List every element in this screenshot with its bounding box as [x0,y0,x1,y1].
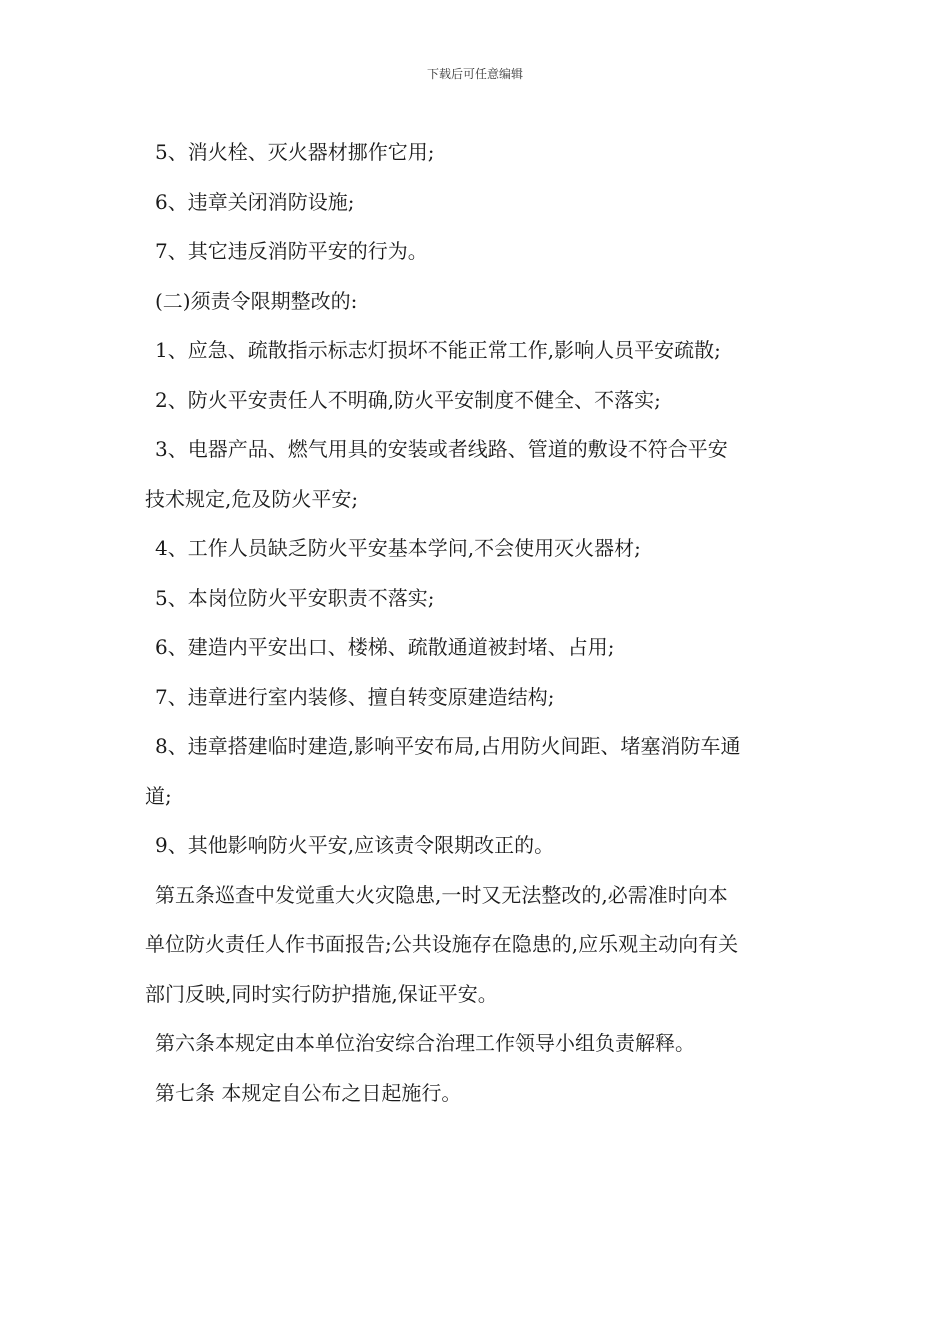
text-line: 技术规定,危及防火平安; [145,486,359,511]
page-header: 下载后可任意编辑 [426,67,523,81]
text-line: 单位防火责任人作书面报告;公共设施存在隐患的,应乐观主动向有关 [145,932,739,956]
text-line: 道; [145,783,172,808]
text-line: 5、本岗位防火平安职责不落实; [155,585,435,610]
text-line: 部门反映,同时实行防护措施,保证平安。 [145,981,498,1006]
text-line: 6、建造内平安出口、楼梯、疏散通道被封堵、占用; [155,635,615,659]
text-line: 8、违章搭建临时建造,影响平安布局,占用防火间距、堵塞消防车通 [155,734,741,758]
text-line: 9、其他影响防火平安,应该责令限期改正的。 [155,833,555,857]
text-line: 6、违章关闭消防设施; [155,189,355,214]
text-line: 第六条本规定由本单位治安综合治理工作领导小组负责解释。 [155,1031,695,1055]
text-line: 5、消火栓、灭火器材挪作它用; [155,140,435,164]
text-line: (二)须责令限期整改的: [155,288,358,313]
text-line: 第七条 本规定自公布之日起施行。 [155,1080,462,1105]
text-line: 7、违章进行室内装修、擅自转变原建造结构; [155,684,555,709]
text-line: 7、其它违反消防平安的行为。 [155,239,428,263]
text-line: 1、应急、疏散指示标志灯损坏不能正常工作,影响人员平安疏散; [155,338,721,362]
text-line: 3、电器产品、燃气用具的安装或者线路、管道的敷设不符合平安 [155,437,728,461]
text-line: 4、工作人员缺乏防火平安基本学问,不会使用灭火器材; [155,536,641,560]
document-body [145,128,815,1118]
text-line: 2、防火平安责任人不明确,防火平安制度不健全、不落实; [155,387,661,412]
text-line: 第五条巡查中发觉重大火灾隐患,一时又无法整改的,必需准时向本 [155,882,728,907]
